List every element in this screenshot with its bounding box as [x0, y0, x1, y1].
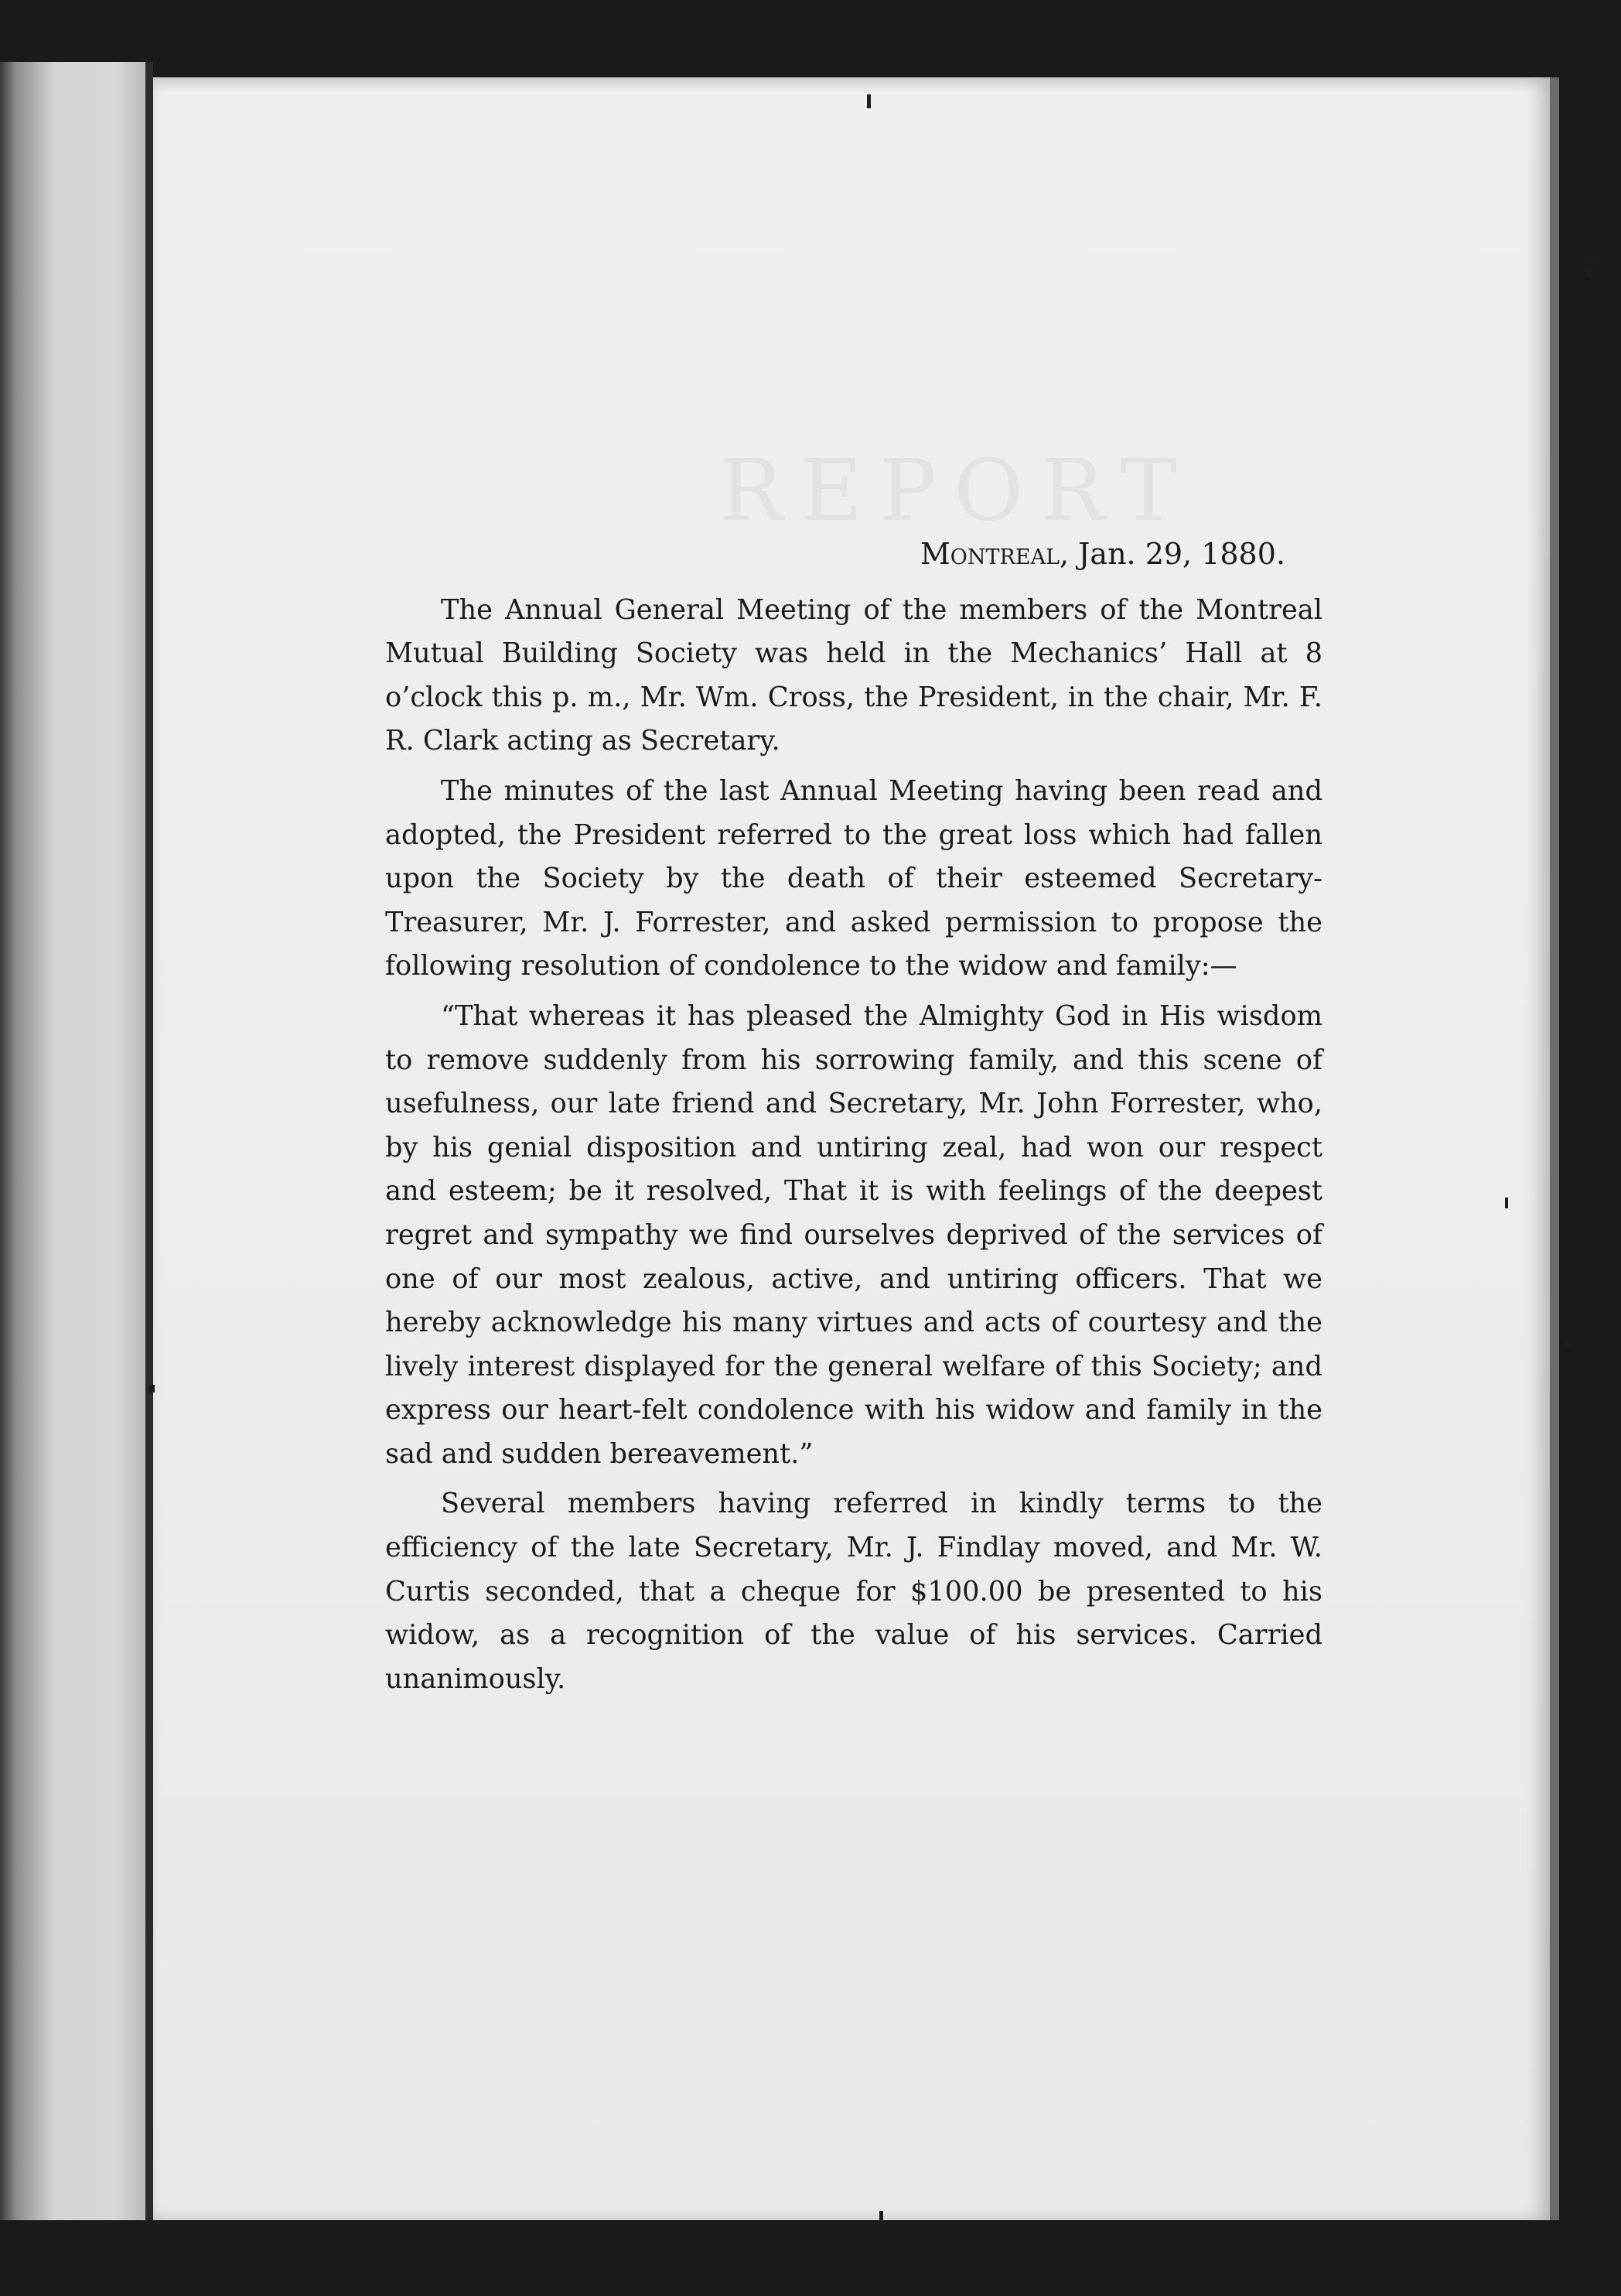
speck-mark — [1505, 1198, 1508, 1208]
facing-page-edge — [0, 62, 145, 2220]
paragraph-meeting-opening: The Annual General Meeting of the members of the Montreal Mutual Building Society was held in the Mechanics’ Hall at 8 o’clock this p. m., Mr. Wm. Cross, the President, in the chair, Mr. F. R. Clark acting as Secretary. — [385, 593, 1322, 757]
speck-mark — [879, 2211, 883, 2223]
binding-gutter — [145, 62, 153, 2220]
paragraph-cheque-motion: Several members having referred in kindly terms to the efficiency of the late Secretary, Mr. J. Findlay moved, and Mr. W. Curtis seconded, that a cheque for $100.00 be presented to his widow, as a recognition of the value of his services. Carried unanimously. — [385, 1488, 1322, 1695]
paragraph-resolution: “That whereas it has pleased the Almighty God in His wisdom to remove suddenly from his sorrowing family, and this scene of usefulness, our late friend and Secretary, Mr. John Forrester, who, by his genial disposition and untiring zeal, had won our respect and esteem; be it resolved, That it is with feelings of the deepest regret and sympathy we find ourselves deprived of the services of one of our most zealous, active, and untiring officers. That we hereby acknowledge his many virtues and acts of courtesy and the lively interest displayed for the general welfare of this Society; and express our heart-felt condolence with his widow and family in the sad and sudden bereavement.” — [385, 999, 1322, 1470]
dateline-place: Montreal — [920, 537, 1060, 571]
speck-mark — [148, 1385, 155, 1392]
dateline — [385, 532, 1322, 576]
show-through-heading: REPORT — [719, 441, 1194, 540]
page-right-edge — [1550, 77, 1559, 2220]
speck-mark — [1565, 1338, 1569, 1347]
document-body — [385, 532, 1322, 1707]
dateline-date: , Jan. 29, 1880. — [1060, 537, 1285, 571]
paragraph-minutes: The minutes of the last Annual Meeting having been read and adopted, the President referred to the great loss which had fallen upon the Society by the death of their esteemed Secretary-Treasurer, Mr. J. Forrester, and asked permission to propose the following resolution of condolence to the widow and family:— — [385, 774, 1322, 982]
speck-mark — [867, 94, 871, 108]
speck-mark — [1586, 265, 1591, 276]
